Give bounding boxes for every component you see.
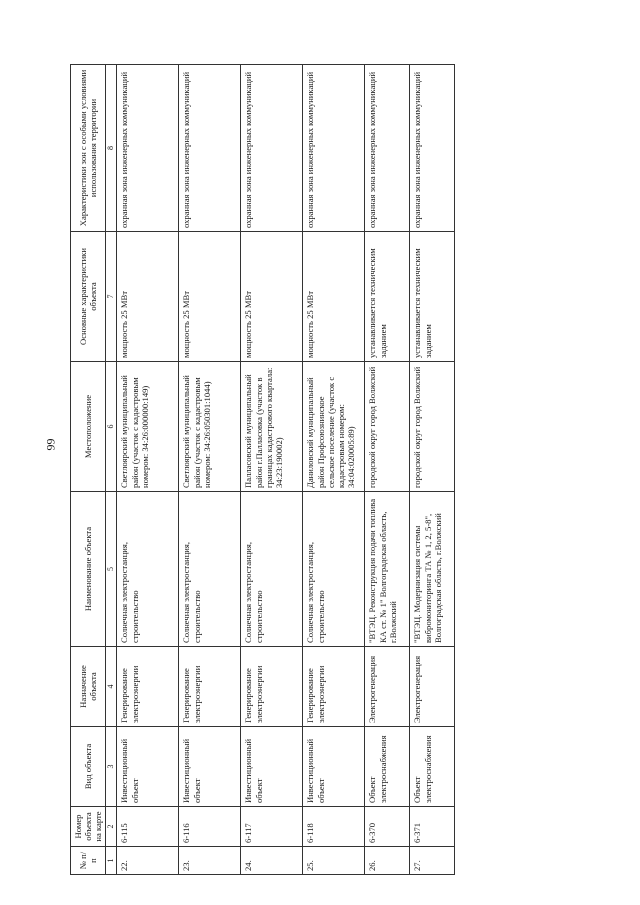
object-map-number: 6-115 (117, 807, 179, 847)
zone-characteristics: охранная зона инженерных коммуникаций (179, 65, 241, 232)
rotated-table-container (70, 65, 500, 875)
object-purpose: Генерирование электроэнергии (241, 647, 303, 727)
column-number: 2 (106, 807, 117, 847)
object-name: Солнечная электростанция, строительство (179, 492, 241, 647)
row-number: 25. (303, 847, 365, 875)
header-cell: Основные характеристики объекта (71, 232, 106, 362)
row-number: 26. (365, 847, 410, 875)
object-name: Солнечная электростанция, строительство (303, 492, 365, 647)
object-map-number: 6-116 (179, 807, 241, 847)
row-number: 23. (179, 847, 241, 875)
column-number-row (106, 65, 117, 875)
object-location: Даниловский муниципальный район Профсоюзнинское сельское поселение (участок с кадастровым номером: 34:04:020005:89) (303, 362, 365, 492)
header-cell: Местоположение (71, 362, 106, 492)
object-purpose: Электрогенерация (365, 647, 410, 727)
object-type: Инвестиционный объект (241, 727, 303, 807)
table-row (410, 65, 455, 875)
object-type: Инвестиционный объект (303, 727, 365, 807)
object-location: городской округ город Волжский (365, 362, 410, 492)
object-location: Светлоярский муниципальный район (участок с кадастровым номером: 34:26:000000:149) (117, 362, 179, 492)
header-cell: Наименование объекта (71, 492, 106, 647)
column-number: 1 (106, 847, 117, 875)
zone-characteristics: охранная зона инженерных коммуникаций (365, 65, 410, 232)
object-name: Солнечная электростанция, строительство (241, 492, 303, 647)
column-number: 7 (106, 232, 117, 362)
column-number: 4 (106, 647, 117, 727)
objects-table (70, 64, 455, 875)
header-cell: Номер объекта на карте (71, 807, 106, 847)
table-row (365, 65, 410, 875)
column-number: 5 (106, 492, 117, 647)
header-cell: Вид объекта (71, 727, 106, 807)
table-row (241, 65, 303, 875)
object-name: Солнечная электростанция, строительство (117, 492, 179, 647)
object-purpose: Электрогенерация (410, 647, 455, 727)
zone-characteristics: охранная зона инженерных коммуникаций (303, 65, 365, 232)
table-row (117, 65, 179, 875)
table-row (303, 65, 365, 875)
header-cell: № п/п (71, 847, 106, 875)
header-cell: Назначение объекта (71, 647, 106, 727)
object-location: Светлоярский муниципальный район (участок с кадастровым номером: 34:26:050301:1044) (179, 362, 241, 492)
object-map-number: 6-117 (241, 807, 303, 847)
zone-characteristics: охранная зона инженерных коммуникаций (241, 65, 303, 232)
object-map-number: 6-370 (365, 807, 410, 847)
header-row (71, 65, 106, 875)
object-characteristics: мощность 25 МВт (179, 232, 241, 362)
object-type: Инвестиционный объект (117, 727, 179, 807)
table-row (179, 65, 241, 875)
zone-characteristics: охранная зона инженерных коммуникаций (410, 65, 455, 232)
object-type: Инвестиционный объект (179, 727, 241, 807)
object-type: Объект электроснабжения (410, 727, 455, 807)
object-type: Объект электроснабжения (365, 727, 410, 807)
object-characteristics: устанавливается техническим заданием (365, 232, 410, 362)
column-number: 8 (106, 65, 117, 232)
object-purpose: Генерирование электроэнергии (117, 647, 179, 727)
object-name: "ВТЭЦ. Реконструкция подачи топлива КА ст. № 1" Волгоградская область, г.Волжский (365, 492, 410, 647)
object-map-number: 6-371 (410, 807, 455, 847)
column-number: 3 (106, 727, 117, 807)
row-number: 27. (410, 847, 455, 875)
object-purpose: Генерирование электроэнергии (303, 647, 365, 727)
column-number: 6 (106, 362, 117, 492)
object-characteristics: устанавливается техническим заданием (410, 232, 455, 362)
row-number: 24. (241, 847, 303, 875)
object-purpose: Генерирование электроэнергии (179, 647, 241, 727)
zone-characteristics: охранная зона инженерных коммуникаций (117, 65, 179, 232)
object-map-number: 6-118 (303, 807, 365, 847)
page-number: 99 (43, 438, 58, 451)
object-location: Палласовский муниципальный район г.Палласовка (участок в границах кадастрового квартала: 34:23:190002) (241, 362, 303, 492)
object-location: городской округ город Волжский (410, 362, 455, 492)
header-cell: Характеристики зон с особыми условиями использования территории (71, 65, 106, 232)
object-characteristics: мощность 25 МВт (241, 232, 303, 362)
row-number: 22. (117, 847, 179, 875)
object-name: "ВТЭЦ. Модернизация системы вибромониторинга ТА № 1, 2, 5-8", Волгоградская область, г.Волжский (410, 492, 455, 647)
object-characteristics: мощность 25 МВт (117, 232, 179, 362)
object-characteristics: мощность 25 МВт (303, 232, 365, 362)
